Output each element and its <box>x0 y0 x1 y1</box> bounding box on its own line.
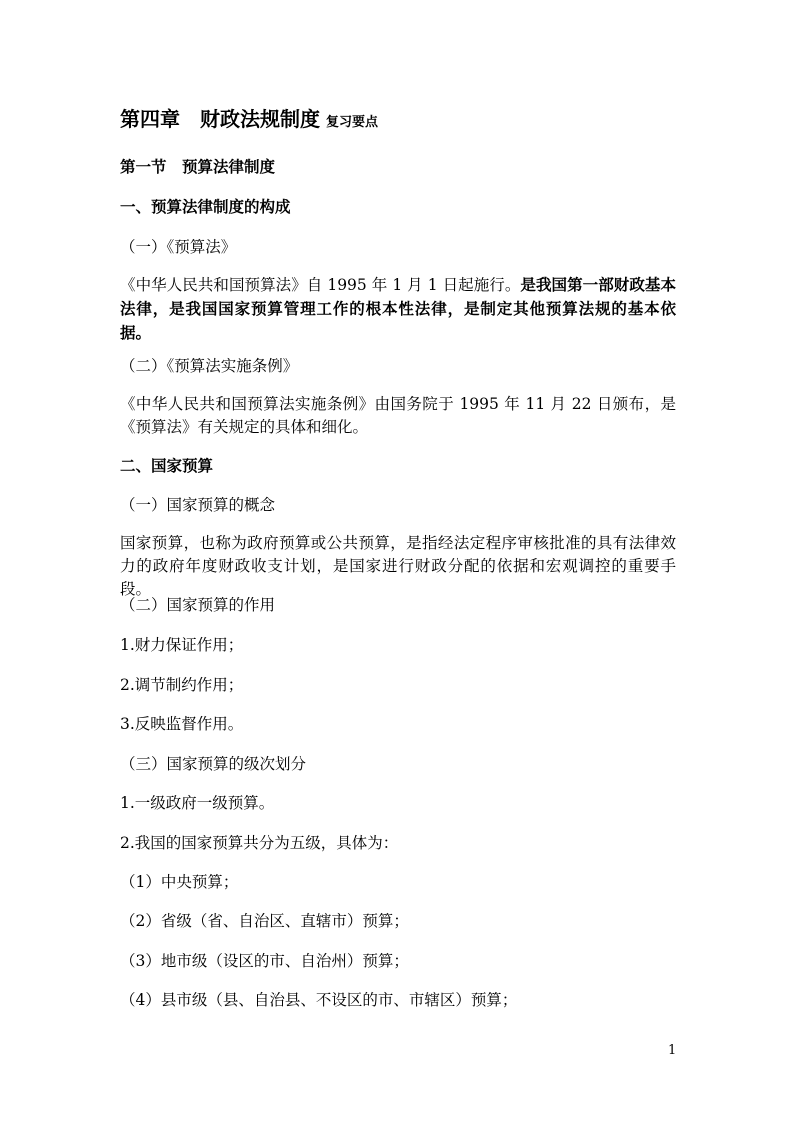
subheading-1: （一）《预算法》 <box>120 238 237 256</box>
list-item: （2）省级（省、自治区、直辖市）预算； <box>120 912 409 930</box>
paragraph-2: 《中华人民共和国预算法实施条例》由国务院于 1995 年 11 月 22 日颁布，是《预算法》有关规定的具体和细化。 <box>120 395 676 436</box>
list-item: （1）中央预算； <box>120 873 239 891</box>
list-item: 2.调节制约作用； <box>120 676 244 694</box>
subheading-4: （二）国家预算的作用 <box>120 596 276 614</box>
heading-2: 二、国家预算 <box>120 456 214 475</box>
subheading-2: （二）《预算法实施条例》 <box>120 357 299 375</box>
subheading-5: （三）国家预算的级次划分 <box>120 755 307 773</box>
list-item: 1.一级政府一级预算。 <box>120 794 275 812</box>
paragraph-1-normal: 《中华人民共和国预算法》自 1995 年 1 月 1 日起施行。 <box>120 276 521 294</box>
paragraph-1-bold: 是我国第一部财政基本法律，是我国国家预算管理工作的根本性法律，是制定其他预算法规的基本依据。 <box>120 275 676 342</box>
list-item: （3）地市级（设区的市、自治州）预算； <box>120 952 409 970</box>
chapter-heading <box>120 106 378 136</box>
paragraph-3: 国家预算，也称为政府预算或公共预算，是指经法定程序审核批准的具有法律效力的政府年度财政收支计划，是国家进行财政分配的依据和宏观调控的重要手段。 <box>120 534 676 598</box>
list-item: （4）县市级（县、自治县、不设区的市、市辖区）预算； <box>120 991 518 1009</box>
subheading-3: （一）国家预算的概念 <box>120 496 276 514</box>
list-item: 2.我国的国家预算共分为五级，具体为： <box>120 834 399 852</box>
section-heading: 第一节 预算法律制度 <box>120 157 276 176</box>
heading-1: 一、预算法律制度的构成 <box>120 197 291 216</box>
chapter-title: 第四章 财政法规制度 <box>120 107 320 131</box>
list-item: 1.财力保证作用； <box>120 636 244 654</box>
chapter-suffix: 复习要点 <box>326 115 379 130</box>
page-number: 1 <box>668 1043 677 1058</box>
list-item: 3.反映监督作用。 <box>120 715 244 733</box>
paragraph-1 <box>120 273 676 345</box>
